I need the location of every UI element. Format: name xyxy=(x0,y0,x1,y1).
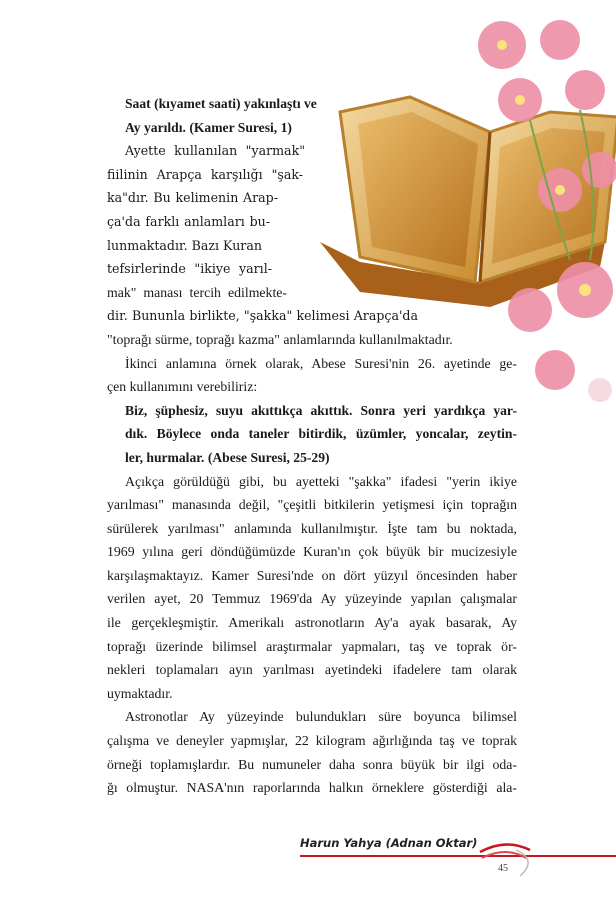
quote-line: Saat (kıyamet saati) yakınlaştı ve xyxy=(125,96,317,111)
footer-author: Harun Yahya (Adnan Oktar) xyxy=(300,836,478,850)
text-line: verilen ayet, 20 Temmuz 1969'da Ay yüzeyinde yapılan çalışmalar xyxy=(107,591,517,607)
text-line: Açıkça görüldüğü gibi, bu ayetteki "şakka" ifadesi "yerin ikiye xyxy=(125,473,517,489)
quote-line: dık. Böylece onda taneler bitirdik, üzümler, yoncalar, zeytin- xyxy=(125,426,517,442)
text-line: tefsirlerinde "ikiye yarıl- xyxy=(107,261,272,277)
text-line: ğı olmuştur. NASA'nın raporlarında halkın örneklere gösterdiği ala- xyxy=(107,780,517,796)
quote-line: ler, hurmalar. (Abese Suresi, 25-29) xyxy=(125,449,330,465)
text-line: dir. Bununla birlikte, "şakka" kelimesi Arapça'da xyxy=(107,308,418,324)
text-line: uymaktadır. xyxy=(107,685,173,701)
text-line: 1969 yılına geri döndüğümüzde Kuran'ın çok büyük bir mucizesiyle xyxy=(107,544,517,560)
text-line: ça'da farklı anlamları bu- xyxy=(107,213,270,229)
text-line: Astronotlar Ay yüzeyinde bulundukları süre boyunca bilimsel xyxy=(125,709,517,725)
text-line: Ayette kullanılan "yarmak" xyxy=(125,143,305,159)
quote-line: Biz, şüphesiz, suyu akıttıkça akıttık. Sonra yeri yardıkça yar- xyxy=(125,402,517,418)
text-line: sürülerek yarılması" anlamında kullanılmıştır. İşte tam bu noktada, xyxy=(107,520,517,536)
text-line: ile gerçekleşmiştir. Amerikalı astronotların Ay'a ayak basarak, Ay xyxy=(107,615,517,631)
text-line: ka"dır. Bu kelimenin Arap- xyxy=(107,190,278,206)
text-line: toprağı üzerinde bilimsel araştırmalar yapmaları, taş ve toprak ör- xyxy=(107,638,517,654)
quote-line: Ay yarıldı. (Kamer Suresi, 1) xyxy=(125,119,292,135)
text-line: fiilinin Arapça karşılığı "şak- xyxy=(107,166,303,182)
body-text xyxy=(107,92,517,800)
text-line: mak" manası tercih edilmekte- xyxy=(107,284,287,300)
footer-rule xyxy=(300,855,616,857)
text-line: çalışma ve deneyler yapmışlar, 22 kilogram ağırlığında taş ve toprak xyxy=(107,733,517,749)
text-line: "toprağı sürme, toprağı kazma" anlamlarında kullanılmaktadır. xyxy=(107,331,453,347)
text-line: yarılması" manasında değil, "çeşitli bitkilerin yetişmesi için toprağın xyxy=(107,497,517,513)
text-line: çen kullanımını verebiliriz: xyxy=(107,379,258,395)
text-line: İkinci anlamına örnek olarak, Abese Suresi'nin 26. ayetinde ge- xyxy=(125,355,517,371)
text-line: nekleri toplamaları ayın yarılması ayetindeki ifadelere tam olarak xyxy=(107,662,517,678)
text-line: lunmaktadır. Bazı Kuran xyxy=(107,237,262,253)
text-line: örneği toplamışlardır. Bu numuneler daha sonra büyük bir ilgi oda- xyxy=(107,756,517,772)
page-number: 45 xyxy=(498,863,508,874)
text-line: karşılaşmaktayız. Kamer Suresi'nde on dört yüzyıl öncesinden haber xyxy=(107,567,517,583)
